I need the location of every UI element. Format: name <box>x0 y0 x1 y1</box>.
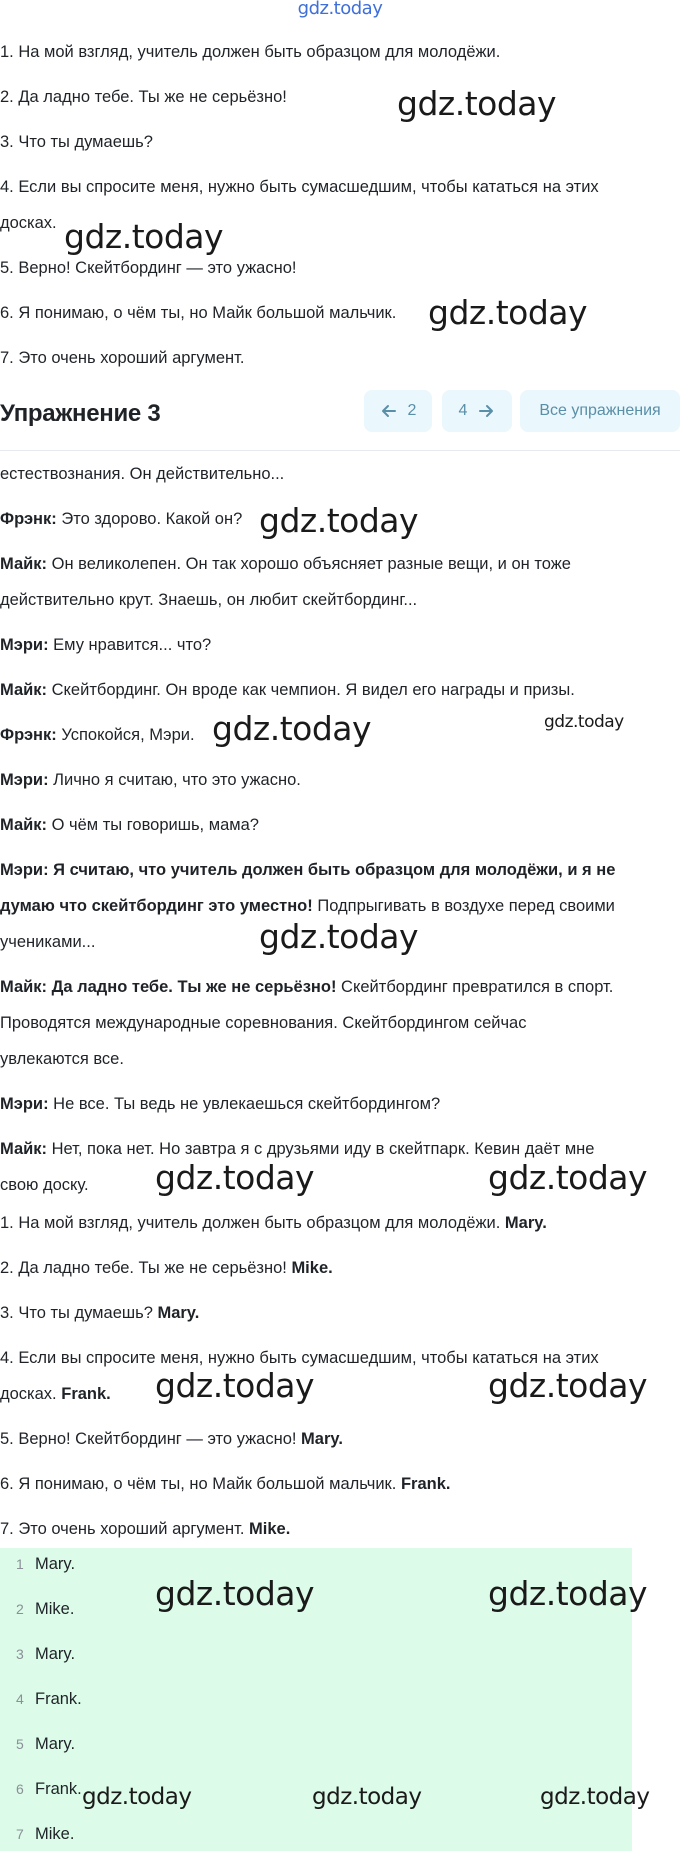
all-exercises-button[interactable]: Все упражнения <box>520 390 680 432</box>
prev-exercise-label: 2 <box>407 402 417 419</box>
speaker: Фрэнк: <box>0 726 57 744</box>
dialogue-line: думаю что скейтбординг это уместно! Подпрыгивать в воздухе перед своими <box>0 897 615 915</box>
dialogue-line: Майк: О чём ты говоришь, мама? <box>0 816 259 834</box>
speaker: Мэри: <box>0 1095 49 1113</box>
next-exercise-button[interactable] <box>442 390 512 432</box>
statement-1: 1. На мой взгляд, учитель должен быть образцом для молодёжи. <box>0 43 501 61</box>
speaker: Майк: <box>0 681 48 699</box>
watermark: gdz.today <box>428 293 588 332</box>
watermark: gdz.today <box>259 501 419 540</box>
watermark: gdz.today <box>544 712 624 732</box>
dialogue-line: Майк: Он великолепен. Он так хорошо объясняет разные вещи, и он тоже <box>0 555 571 573</box>
dialogue-line: Мэри: Ему нравится... что? <box>0 636 212 654</box>
answer-item: 4 Frank. <box>16 1690 82 1708</box>
dialogue-line: свою доску. <box>0 1176 89 1194</box>
answered-statement: 6. Я понимаю, о чём ты, но Майк большой мальчик. Frank. <box>0 1475 451 1493</box>
watermark: gdz.today <box>259 917 419 956</box>
dialogue-line: Фрэнк: Это здорово. Какой он? <box>0 510 243 528</box>
answered-statement: 1. На мой взгляд, учитель должен быть образцом для молодёжи. Mary. <box>0 1214 547 1232</box>
answer: Mike. <box>291 1259 333 1277</box>
watermark: gdz.today <box>155 1366 315 1405</box>
statement-4: 4. Если вы спросите меня, нужно быть сумасшедшим, чтобы кататься на этих <box>0 178 599 196</box>
dialogue-line: естествознания. Он действительно... <box>0 465 285 483</box>
answer-item: 7 Mike. <box>16 1825 75 1843</box>
answer-item: 3 Mary. <box>16 1645 76 1663</box>
answer: Mary. <box>504 1214 547 1232</box>
answer-item: 6 Frank. <box>16 1780 82 1798</box>
watermark: gdz.today <box>397 84 557 123</box>
dialogue-line: увлекаются все. <box>0 1050 124 1068</box>
dialogue-line: Мэри: Я считаю, что учитель должен быть образцом для молодёжи, и я не <box>0 861 616 879</box>
speaker: Мэри: <box>0 771 49 789</box>
answered-statement: 7. Это очень хороший аргумент. Mike. <box>0 1520 291 1538</box>
watermark: gdz.today <box>488 1574 648 1613</box>
watermark: gdz.today <box>82 1784 192 1810</box>
answered-statement: 4. Если вы спросите меня, нужно быть сумасшедшим, чтобы кататься на этих <box>0 1349 599 1367</box>
watermark: gdz.today <box>488 1366 648 1405</box>
prev-exercise-button[interactable] <box>364 390 432 432</box>
answer: Mike. <box>249 1520 291 1538</box>
answered-statement: 3. Что ты думаешь? Mary. <box>0 1304 200 1322</box>
statement-6: 6. Я понимаю, о чём ты, но Майк большой мальчик. <box>0 304 397 322</box>
answer-item: 1 Mary. <box>16 1555 76 1573</box>
answer: Mary. <box>301 1430 343 1448</box>
answer-item: 2 Mike. <box>16 1600 75 1618</box>
dialogue-line: Майк: Нет, пока нет. Но завтра я с друзьями иду в скейтпарк. Кевин даёт мне <box>0 1140 595 1158</box>
statement-2: 2. Да ладно тебе. Ты же не серьёзно! <box>0 88 287 106</box>
answer: Frank. <box>400 1475 451 1493</box>
statement-7: 7. Это очень хороший аргумент. <box>0 349 245 367</box>
dialogue-line: Майк: Скейтбординг. Он вроде как чемпион. Я видел его награды и призы. <box>0 681 575 699</box>
speaker: Майк: <box>0 1140 48 1158</box>
speaker: Мэри: <box>0 636 49 654</box>
watermark: gdz.today <box>64 217 224 256</box>
exercise-header <box>0 388 680 451</box>
speaker: Майк: <box>0 816 48 834</box>
dialogue-line: Проводятся международные соревнования. Скейтбордингом сейчас <box>0 1014 527 1032</box>
answered-statement: 2. Да ладно тебе. Ты же не серьёзно! Mike. <box>0 1259 333 1277</box>
dialogue-line: Фрэнк: Успокойся, Мэри. <box>0 726 195 744</box>
dialogue-line: Мэри: Лично я считаю, что это ужасно. <box>0 771 301 789</box>
watermark: gdz.today <box>155 1158 315 1197</box>
dialogue-line: Мэри: Не все. Ты ведь не увлекаешься скейтбордингом? <box>0 1095 441 1113</box>
next-exercise-label: 4 <box>458 402 468 419</box>
watermark: gdz.today <box>540 1784 650 1810</box>
watermark: gdz.today <box>155 1574 315 1613</box>
speaker: Фрэнк: <box>0 510 57 528</box>
watermark: gdz.today <box>488 1158 648 1197</box>
statement-3: 3. Что ты думаешь? <box>0 133 153 151</box>
arrow-right-icon <box>477 402 495 420</box>
answered-statement: 5. Верно! Скейтбординг — это ужасно! Mary. <box>0 1430 343 1448</box>
speaker: Майк: <box>0 555 48 573</box>
exercise-title: Упражнение 3 <box>0 400 161 427</box>
dialogue-line: Майк: Да ладно тебе. Ты же не серьёзно! Скейтбординг превратился в спорт. <box>0 978 614 996</box>
site-logo[interactable]: gdz.today <box>297 0 383 19</box>
dialogue-line: учениками... <box>0 933 96 951</box>
watermark: gdz.today <box>312 1784 422 1810</box>
dialogue-line: действительно крут. Знаешь, он любит скейтбординг... <box>0 591 418 609</box>
arrow-left-icon <box>380 402 398 420</box>
answer-item: 5 Mary. <box>16 1735 76 1753</box>
answered-statement: досках. Frank. <box>0 1385 111 1403</box>
answer: Mary. <box>157 1304 200 1322</box>
statement-5: 5. Верно! Скейтбординг — это ужасно! <box>0 259 297 277</box>
watermark: gdz.today <box>212 709 372 748</box>
statement-4-cont: досках. <box>0 214 57 232</box>
answer: Frank. <box>61 1385 111 1403</box>
